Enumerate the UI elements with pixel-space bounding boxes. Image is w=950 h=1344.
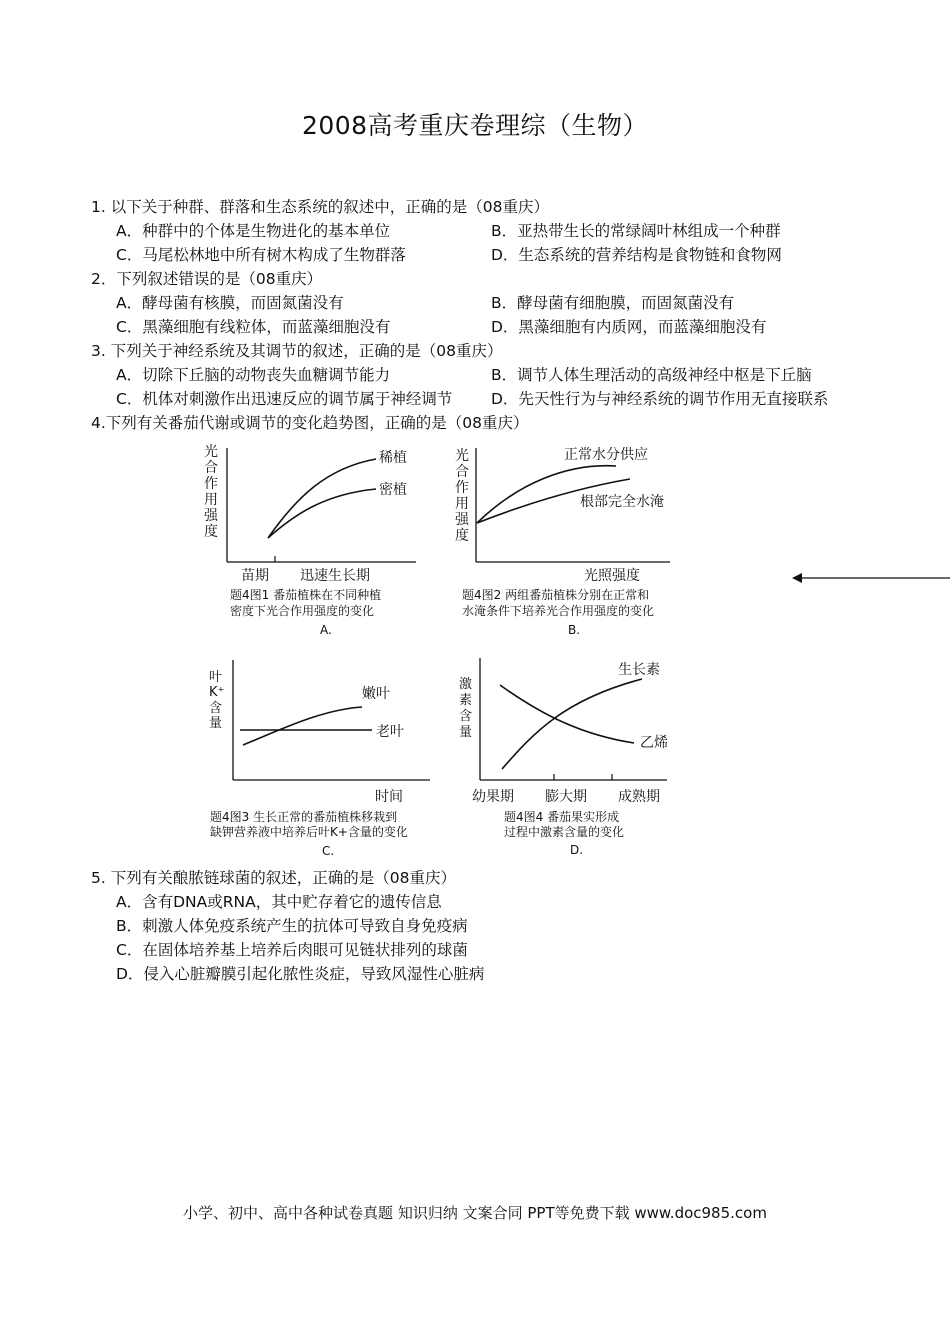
question-5-option-a: A．含有DNA或RNA，其中贮存着它的遗传信息: [116, 893, 442, 911]
figure-a-caption-line1: 题4图1 番茄植株在不同种植: [230, 588, 382, 602]
figure-d: [452, 655, 682, 864]
question-3-option-a: A．切除下丘脑的动物丧失血糖调节能力: [116, 366, 391, 384]
figure-a-series-dense: 密植: [379, 482, 407, 498]
page-footer: 小学、初中、高中各种试卷真题 知识归纳 文案合同 PPT等免费下载 www.doc985.com: [183, 1204, 767, 1222]
figure-b-ylabel-6: 度: [455, 528, 469, 544]
question-1-option-d: D．生态系统的营养结构是食物链和食物网: [491, 246, 782, 264]
figure-d-xtick-mature: 成熟期: [618, 789, 660, 805]
figure-c-ylabel-1: 叶: [209, 670, 223, 685]
question-2-option-d: D．黑藻细胞有内质网，而蓝藻细胞没有: [491, 318, 767, 336]
figure-c-caption-line1: 题4图3 生长正常的番茄植株移栽到: [210, 810, 398, 824]
page-title: 2008高考重庆卷理综（生物）: [301, 111, 649, 140]
figure-b: [448, 438, 708, 647]
figure-c-letter: C.: [322, 844, 335, 858]
question-5-option-b: B．刺激人体免疫系统产生的抗体可导致自身免疫病: [116, 917, 468, 935]
question-2-stem: 2．下列叙述错误的是（08重庆）: [91, 270, 323, 288]
question-4-stem: 4.下列有关番茄代谢或调节的变化趋势图，正确的是（08重庆）: [91, 414, 529, 432]
figure-d-caption-line2: 过程中激素含量的变化: [504, 825, 625, 839]
figure-c-xlabel: 时间: [375, 789, 403, 805]
question-5-option-d: D．侵入心脏瓣膜引起化脓性炎症，导致风湿性心脏病: [116, 965, 485, 983]
figure-d-ylabel-4: 量: [459, 725, 473, 740]
left-arrow-icon: [790, 570, 950, 590]
figure-a-letter: A.: [320, 623, 332, 637]
figure-c-ylabel: [209, 670, 224, 731]
figure-b-xlabel: 光照强度: [584, 568, 640, 584]
figure-a-ylabel-3: 作: [204, 476, 218, 492]
figure-c-ylabel-2: K⁺: [209, 685, 225, 700]
figure-a-ylabel-2: 合: [204, 460, 218, 476]
figure-b-graph: [448, 438, 708, 643]
question-2-option-b: B．酵母菌有细胞膜，而固氮菌没有: [491, 294, 735, 312]
figure-d-ylabel-1: 激: [459, 677, 473, 692]
figure-b-series-flooded: 根部完全水淹: [580, 494, 664, 510]
figure-a-curve-sparse: [268, 459, 376, 538]
figure-a-ylabel-1: 光: [204, 444, 218, 460]
figure-c: [200, 655, 450, 864]
figure-d-letter: D.: [570, 843, 584, 857]
figure-b-ylabel-4: 用: [455, 496, 469, 512]
question-5-option-c: C．在固体培养基上培养后肉眼可见链状排列的球菌: [116, 941, 468, 959]
figure-a-ylabel-5: 强: [204, 508, 218, 524]
figure-d-caption-line1: 题4图4 番茄果实形成: [504, 810, 620, 824]
question-1-stem: 1. 以下关于种群、群落和生态系统的叙述中，正确的是（08重庆）: [91, 198, 549, 216]
figure-a-caption-line2: 密度下光合作用强度的变化: [230, 604, 375, 618]
question-3-option-d: D．先天性行为与神经系统的调节作用无直接联系: [491, 390, 829, 408]
figure-b-caption-line1: 题4图2 两组番茄植株分别在正常和: [462, 588, 650, 602]
figure-b-ylabel: [455, 447, 470, 544]
question-1-option-b: B．亚热带生长的常绿阔叶林组成一个种群: [491, 222, 781, 240]
question-1-option-c: C．马尾松林地中所有树木构成了生物群落: [116, 246, 406, 264]
figure-b-ylabel-2: 合: [455, 464, 469, 480]
figure-c-series-old-leaf: 老叶: [376, 724, 404, 740]
figure-c-graph: [200, 655, 450, 860]
figure-c-ylabel-4: 量: [209, 716, 223, 731]
figure-a-ylabel-6: 度: [204, 524, 218, 540]
figure-c-series-young-leaf: 嫩叶: [362, 686, 390, 702]
figure-a-ylabel: [204, 443, 219, 540]
figure-d-curve-auxin: [502, 679, 642, 769]
question-2-option-a: A．酵母菌有核膜，而固氮菌没有: [116, 294, 344, 312]
figure-a-curve-dense: [268, 489, 376, 538]
figure-d-ylabel: [459, 677, 472, 740]
figure-a-xtick-seedling: 苗期: [241, 568, 269, 584]
figure-d-ylabel-3: 含: [459, 709, 473, 724]
figure-b-ylabel-1: 光: [455, 448, 469, 464]
question-2-option-c: C．黑藻细胞有线粒体，而蓝藻细胞没有: [116, 318, 391, 336]
figure-d-curve-ethylene: [500, 685, 634, 743]
figure-d-graph: [452, 655, 682, 860]
figure-a-xtick-rapid: 迅速生长期: [300, 568, 370, 584]
figure-c-ylabel-3: 含: [209, 701, 223, 716]
question-5-stem: 5. 下列有关酿脓链球菌的叙述，正确的是（08重庆）: [91, 869, 456, 887]
question-3-option-b: B．调节人体生理活动的高级神经中枢是下丘脑: [491, 366, 812, 384]
question-3-option-c: C．机体对刺激作出迅速反应的调节属于神经调节: [116, 390, 453, 408]
figure-c-caption-line2: 缺钾营养液中培养后叶K+含量的变化: [210, 825, 408, 839]
figure-d-series-auxin: 生长素: [618, 662, 660, 678]
figure-c-curve-young-leaf: [243, 707, 362, 745]
figure-a-graph: [196, 438, 436, 643]
figure-d-ylabel-2: 素: [459, 693, 473, 708]
figure-b-ylabel-3: 作: [455, 480, 469, 496]
figure-b-ylabel-5: 强: [455, 512, 469, 528]
figure-d-series-ethylene: 乙烯: [640, 735, 668, 751]
figure-a: [196, 438, 436, 647]
figure-b-caption-line2: 水淹条件下培养光合作用强度的变化: [462, 604, 655, 618]
figure-b-letter: B.: [568, 623, 581, 637]
figure-d-xtick-expansion: 膨大期: [545, 789, 587, 805]
figure-a-ylabel-4: 用: [204, 492, 218, 508]
figure-a-series-sparse: 稀植: [379, 450, 407, 466]
figure-d-xtick-young: 幼果期: [472, 789, 514, 805]
question-1-option-a: A．种群中的个体是生物进化的基本单位: [116, 222, 391, 240]
figure-b-series-normal: 正常水分供应: [564, 447, 648, 463]
question-3-stem: 3. 下列关于神经系统及其调节的叙述，正确的是（08重庆）: [91, 342, 503, 360]
